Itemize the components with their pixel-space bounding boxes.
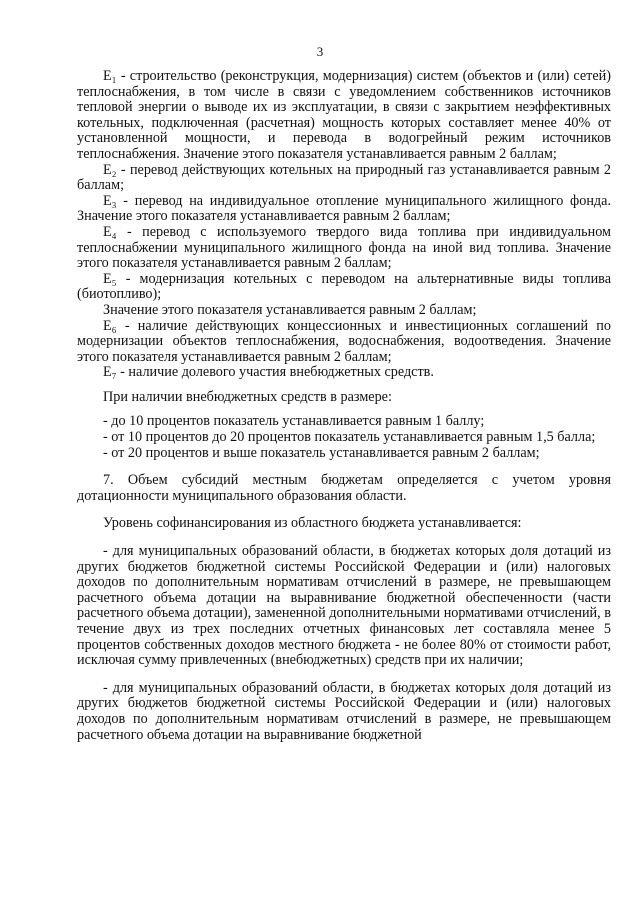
- paragraph-e5-value: Значение этого показателя устанавливается равным 2 баллам;: [103, 301, 477, 318]
- page-number: 3: [316, 44, 324, 59]
- list-item-10-to-20: - от 10 процентов до 20 процентов показатель устанавливается равным 1,5 балла;: [103, 429, 596, 446]
- document-body: [77, 69, 611, 743]
- list-item-municipal-less-5: - для муниципальных образований области, в бюджетах которых доля дотаций из других бюджетов бюджетной системы Российской Федерации и (или) налоговых доходов по дополнительным нормативам отчислений в размере, не превышающем расчетного объема дотации на выравнивание бюджетной обеспеченности (части расчетного объема дотации), замененной дополнительными нормативами отчислений, в течение двух из трех последних отчетных финансовых лет составляла менее 5 процентов собственных доходов местного бюджета - не более 80% от стоимости работ, исключая сумму привлеченных (внебюджетных) средств при их наличии;: [77, 543, 611, 669]
- list-item-up-to-10: - до 10 процентов показатель устанавливается равным 1 баллу;: [103, 413, 485, 430]
- paragraph-section-7: 7. Объем субсидий местным бюджетам определяется с учетом уровня дотационности муниципального образования области.: [77, 472, 611, 504]
- paragraph-e2: E₂ - перевод действующих котельных на природный газ устанавливается равным 2 баллам;: [77, 161, 611, 194]
- paragraph-e5: E₅ - модернизация котельных с переводом на альтернативные виды топлива (биотопливо);: [77, 270, 611, 303]
- paragraph-e7: E₇ - наличие долевого участия внебюджетных средств.: [103, 364, 434, 381]
- list-item-municipal-continued: - для муниципальных образований области, в бюджетах которых доля дотаций из других бюджетов бюджетной системы Российской Федерации и (или) налоговых доходов по дополнительным нормативам отчислений в размере, не превышающем расчетного объема дотации на выравнивание бюджетной: [77, 679, 611, 743]
- paragraph-extrabudget-intro: При наличии внебюджетных средств в размере:: [103, 388, 392, 405]
- paragraph-e3: E₃ - перевод на индивидуальное отопление муниципального жилищного фонда. Значение этого показателя устанавливается равным 2 баллам;: [77, 192, 611, 225]
- paragraph-e6: E₆ - наличие действующих концессионных и инвестиционных соглашений по модернизации объектов теплоснабжения, водоснабжения, водоотведения. Значение этого показателя устанавливается равным 2 баллам;: [77, 317, 611, 365]
- list-item-20-and-above: - от 20 процентов и выше показатель устанавливается равным 2 баллам;: [103, 444, 540, 461]
- paragraph-e4: E₄ - перевод с используемого твердого вида топлива при индивидуальном теплоснабжении муниципального жилищного фонда на иной вид топлива. Значение этого показателя устанавливается равным 2 баллам;: [77, 223, 611, 272]
- paragraph-e1: E₁ - строительство (реконструкция, модернизация) систем (объектов и (или) сетей) теплоснабжения, в том числе в связи с уведомлением собственников источников тепловой энергии о выводе их из эксплуатации, в связи с закрытием неэффективных котельных, подключенная (расчетная) мощность которых составляет менее 40% от установленной мощности, и перевода в водогрейный режим источников теплоснабжения. Значение этого показателя устанавливается равным 2 баллам;: [77, 68, 611, 162]
- paragraph-cofinancing-intro: Уровень софинансирования из областного бюджета устанавливается:: [103, 515, 522, 532]
